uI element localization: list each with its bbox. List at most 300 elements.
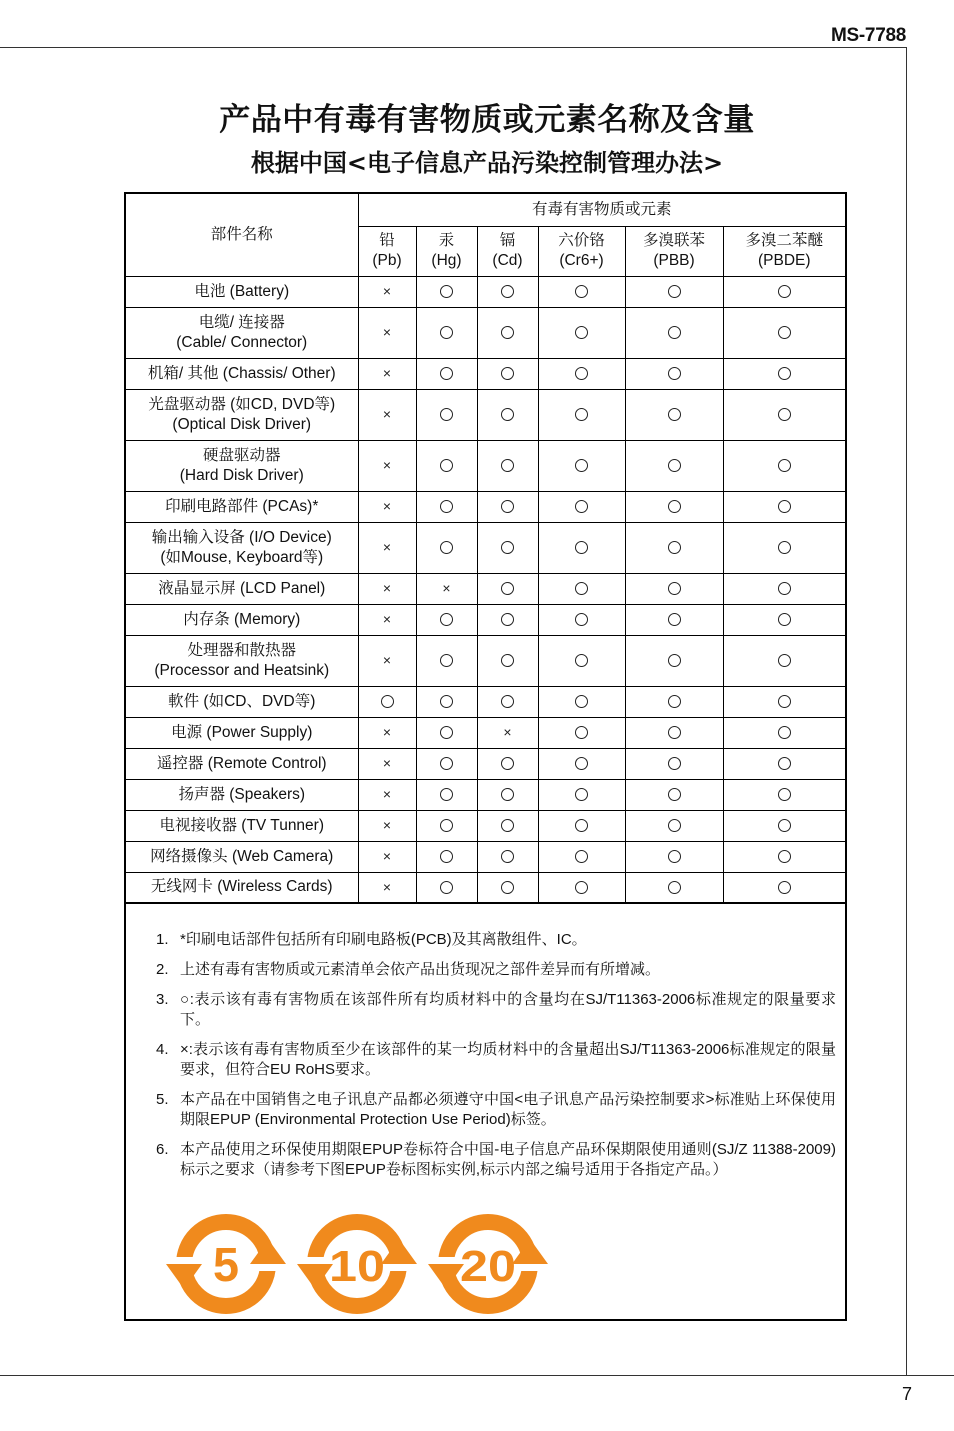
mark-cell [723, 604, 845, 635]
circle-mark-icon [501, 285, 514, 298]
mark-cell [723, 307, 845, 358]
mark-cell [416, 748, 477, 779]
mark-cell [625, 389, 723, 440]
circle-mark-icon [501, 500, 514, 513]
mark-cell [358, 872, 416, 903]
mark-cell [538, 635, 625, 686]
mark-cell [625, 872, 723, 903]
substance-header [625, 226, 723, 276]
mark-cell [723, 841, 845, 872]
substance-symbol: (Pb) [372, 252, 402, 269]
mark-cell [723, 717, 845, 748]
circle-mark-icon [575, 850, 588, 863]
table-row [126, 307, 845, 358]
part-name-line: 扬声器 (Speakers) [178, 785, 306, 803]
part-name-line: 输出输入设备 (I/O Device) [151, 528, 332, 546]
mark-cell [358, 604, 416, 635]
part-name-line: (Hard Disk Driver) [179, 466, 304, 484]
mark-cell [416, 358, 477, 389]
circle-mark-icon [778, 757, 791, 770]
circle-mark-icon [501, 582, 514, 595]
note-number: 5. [156, 1091, 169, 1108]
circle-mark-icon [575, 788, 588, 801]
table-row [126, 522, 845, 573]
circle-mark-icon [668, 788, 681, 801]
mark-cell [416, 717, 477, 748]
mark-cell [477, 440, 538, 491]
note-item [156, 930, 836, 950]
circle-mark-icon [501, 613, 514, 626]
circle-mark-icon [668, 654, 681, 667]
note-text: 上述有毒有害物质或元素清单会依产品出货现况之部件差异而有所增减。 [180, 961, 661, 978]
substance-name: 铅 [379, 232, 395, 249]
mark-cell [416, 491, 477, 522]
mark-cell [625, 573, 723, 604]
part-name-cell [126, 635, 358, 686]
circle-mark-icon [440, 408, 453, 421]
circle-mark-icon [668, 541, 681, 554]
mark-cell [538, 841, 625, 872]
mark-cell [723, 573, 845, 604]
circle-mark-icon [778, 881, 791, 894]
circle-mark-icon [575, 500, 588, 513]
part-name-cell [126, 686, 358, 717]
circle-mark-icon [668, 757, 681, 770]
note-number: 4. [156, 1041, 169, 1058]
table-row [126, 872, 845, 903]
cross-mark-icon: × [503, 724, 512, 740]
circle-mark-icon [501, 788, 514, 801]
substance-header [538, 226, 625, 276]
circle-mark-icon [668, 408, 681, 421]
part-name-line: (Processor and Heatsink) [154, 661, 330, 679]
epup-years: 20 [460, 1242, 516, 1291]
part-name-line: 光盘驱动器 (如CD, DVD等) [148, 395, 336, 413]
part-name-cell [126, 810, 358, 841]
mark-cell [538, 872, 625, 903]
cross-mark-icon: × [382, 539, 392, 555]
note-item [156, 990, 836, 1030]
circle-mark-icon [668, 819, 681, 832]
mark-cell [358, 717, 416, 748]
circle-mark-icon [778, 326, 791, 339]
circle-mark-icon [440, 695, 453, 708]
mark-cell [538, 748, 625, 779]
substance-header [358, 226, 416, 276]
circle-mark-icon [575, 408, 588, 421]
circle-mark-icon [778, 459, 791, 472]
cross-mark-icon: × [382, 848, 392, 864]
mark-cell [538, 307, 625, 358]
mark-cell [723, 276, 845, 307]
circle-mark-icon [575, 541, 588, 554]
circle-mark-icon [778, 541, 791, 554]
mark-cell [625, 491, 723, 522]
mark-cell [538, 276, 625, 307]
mark-cell [358, 573, 416, 604]
mark-cell [358, 635, 416, 686]
cross-mark-icon: × [382, 406, 392, 422]
epup-years: 5 [213, 1239, 239, 1292]
part-name-line: 无线网卡 (Wireless Cards) [150, 878, 333, 896]
mark-cell [625, 358, 723, 389]
mark-cell [358, 389, 416, 440]
table-row [126, 717, 845, 748]
substance-header [416, 226, 477, 276]
substance-table [126, 194, 845, 904]
mark-cell [723, 635, 845, 686]
mark-cell [358, 686, 416, 717]
part-name-line: (如Mouse, Keyboard等) [160, 548, 324, 566]
mark-cell [358, 748, 416, 779]
substance-symbol: (PBB) [653, 252, 695, 269]
part-name-line: 液晶显示屏 (LCD Panel) [158, 579, 326, 597]
part-name-line: 电视接收器 (TV Tunner) [159, 816, 324, 834]
part-name-cell [126, 440, 358, 491]
substance-symbol: (Cd) [492, 252, 523, 269]
epup-years: 10 [329, 1242, 385, 1291]
mark-cell [477, 872, 538, 903]
part-name-cell [126, 717, 358, 748]
mark-cell [416, 810, 477, 841]
note-text: ○:表示该有毒有害物质在该部件所有均质材料中的含量均在SJ/T11363-2006标准规定的限量要求下。 [180, 991, 836, 1028]
mark-cell [723, 491, 845, 522]
table-row [126, 841, 845, 872]
mark-cell [723, 779, 845, 810]
circle-mark-icon [778, 285, 791, 298]
part-name-line: 軟件 (如CD、DVD等) [168, 692, 316, 710]
mark-cell [538, 522, 625, 573]
cross-mark-icon: × [382, 580, 392, 596]
cross-mark-icon: × [382, 817, 392, 833]
circle-mark-icon [668, 695, 681, 708]
circle-mark-icon [440, 285, 453, 298]
circle-mark-icon [501, 850, 514, 863]
circle-mark-icon [575, 459, 588, 472]
cross-mark-icon: × [382, 878, 392, 895]
circle-mark-icon [778, 788, 791, 801]
note-item [156, 1040, 836, 1080]
substance-name: 多溴二苯醚 [745, 232, 824, 249]
note-text: ×:表示该有毒有害物质至少在该部件的某一均质材料中的含量超出SJ/T11363-2006标准规定的限量要求，但符合EU RoHS要求。 [180, 1041, 836, 1078]
circle-mark-icon [501, 881, 514, 894]
part-name-cell [126, 358, 358, 389]
mark-cell [723, 748, 845, 779]
mark-cell [625, 717, 723, 748]
circle-mark-icon [668, 326, 681, 339]
mark-cell [723, 358, 845, 389]
note-number: 3. [156, 991, 169, 1008]
circle-mark-icon [778, 654, 791, 667]
circle-mark-icon [575, 757, 588, 770]
table-row [126, 276, 845, 307]
mark-cell [538, 779, 625, 810]
model-number: MS-7788 [831, 25, 906, 46]
substance-symbol: (Hg) [431, 252, 462, 269]
circle-mark-icon [440, 500, 453, 513]
note-number: 2. [156, 961, 169, 978]
mark-cell [416, 522, 477, 573]
substance-header [477, 226, 538, 276]
circle-mark-icon [440, 726, 453, 739]
table-row [126, 635, 845, 686]
mark-cell [477, 841, 538, 872]
circle-mark-icon [668, 367, 681, 380]
mark-cell [358, 307, 416, 358]
table-row [126, 748, 845, 779]
mark-cell [625, 748, 723, 779]
circle-mark-icon [575, 881, 588, 894]
mark-cell [477, 358, 538, 389]
part-name-cell [126, 307, 358, 358]
mark-cell [477, 522, 538, 573]
circle-mark-icon [668, 500, 681, 513]
mark-cell [416, 573, 477, 604]
mark-cell [625, 522, 723, 573]
cross-mark-icon: × [382, 611, 392, 627]
notes-list [156, 930, 836, 1190]
circle-mark-icon [501, 326, 514, 339]
mark-cell [538, 573, 625, 604]
mark-cell [723, 810, 845, 841]
circle-mark-icon [501, 408, 514, 421]
circle-mark-icon [575, 285, 588, 298]
bottom-rule [0, 1375, 954, 1376]
mark-cell [477, 389, 538, 440]
mark-cell [625, 440, 723, 491]
part-name-line: 内存条 (Memory) [183, 610, 301, 628]
circle-mark-icon [575, 326, 588, 339]
table-header-row [126, 194, 845, 226]
note-text: *印刷电话部件包括所有印刷电路板(PCB)及其离散组件、IC。 [180, 931, 587, 948]
circle-mark-icon [778, 582, 791, 595]
part-name-line: 电源 (Power Supply) [171, 723, 313, 741]
mark-cell [358, 358, 416, 389]
circle-mark-icon [440, 881, 453, 894]
circle-mark-icon [440, 654, 453, 667]
substance-name: 多溴联苯 [642, 232, 705, 249]
circle-mark-icon [575, 819, 588, 832]
circle-mark-icon [778, 367, 791, 380]
mark-cell [538, 686, 625, 717]
note-number: 1. [156, 931, 169, 948]
substance-name: 六价铬 [558, 232, 605, 249]
top-rule [0, 47, 907, 48]
mark-cell [416, 389, 477, 440]
circle-mark-icon [440, 541, 453, 554]
part-name-cell [126, 276, 358, 307]
mark-cell [416, 440, 477, 491]
note-text: 本产品使用之环保使用期限EPUP卷标符合中国-电子信息产品环保期限使用通则(SJ/Z 11388-2009)标示之要求（请参考下图EPUP卷标图标实例,标示内部之编号适用于各指定产品。） [180, 1141, 836, 1178]
mark-cell [477, 635, 538, 686]
circle-mark-icon [668, 850, 681, 863]
part-name-line: 网络摄像头 (Web Camera) [150, 847, 334, 865]
mark-cell [358, 491, 416, 522]
epup-logo [166, 1209, 286, 1319]
part-name-cell [126, 573, 358, 604]
note-text: 本产品在中国销售之电子讯息产品都必须遵守中国<电子讯息产品污染控制要求>标准贴上环保使用期限EPUP (Environmental Protection Use Period)标签。 [180, 1091, 836, 1128]
cross-mark-icon: × [382, 365, 392, 381]
circle-mark-icon [575, 582, 588, 595]
mark-cell [538, 389, 625, 440]
circle-mark-icon [501, 695, 514, 708]
mark-cell [477, 276, 538, 307]
mark-cell [625, 276, 723, 307]
part-name-line: 遥控器 (Remote Control) [156, 754, 327, 772]
circle-mark-icon [778, 613, 791, 626]
mark-cell [625, 841, 723, 872]
circle-mark-icon [440, 326, 453, 339]
substance-group-header: 有毒有害物质或元素 [358, 194, 845, 226]
mark-cell [358, 841, 416, 872]
content-frame [124, 192, 847, 1321]
mark-cell [538, 358, 625, 389]
mark-cell [358, 522, 416, 573]
cross-mark-icon: × [442, 580, 451, 596]
part-header: 部件名称 [126, 194, 358, 276]
circle-mark-icon [575, 695, 588, 708]
circle-mark-icon [668, 459, 681, 472]
mark-cell [477, 779, 538, 810]
circle-mark-icon [501, 757, 514, 770]
mark-cell [625, 779, 723, 810]
mark-cell [625, 635, 723, 686]
mark-cell [723, 389, 845, 440]
mark-cell [358, 779, 416, 810]
part-name-cell [126, 389, 358, 440]
cross-mark-icon: × [382, 324, 392, 340]
part-name-cell [126, 779, 358, 810]
circle-mark-icon [778, 500, 791, 513]
table-row [126, 604, 845, 635]
part-name-line: 处理器和散热器 [187, 641, 296, 659]
note-item [156, 1090, 836, 1130]
note-item [156, 1140, 836, 1180]
mark-cell [477, 717, 538, 748]
part-name-line: 电缆/ 连接器 [198, 313, 285, 331]
part-name-cell [126, 522, 358, 573]
note-item [156, 960, 836, 980]
mark-cell [477, 810, 538, 841]
circle-mark-icon [575, 367, 588, 380]
circle-mark-icon [778, 726, 791, 739]
part-name-line: 机箱/ 其他 (Chassis/ Other) [147, 364, 336, 382]
circle-mark-icon [778, 850, 791, 863]
circle-mark-icon [778, 408, 791, 421]
mark-cell [416, 686, 477, 717]
part-name-line: 印刷电路部件 (PCAs)* [165, 497, 319, 515]
cross-mark-icon: × [382, 755, 392, 771]
table-row [126, 810, 845, 841]
mark-cell [477, 604, 538, 635]
mark-cell [416, 604, 477, 635]
substance-header [723, 226, 845, 276]
mark-cell [477, 307, 538, 358]
recycle-arrows-icon [428, 1209, 548, 1319]
part-name-cell [126, 841, 358, 872]
mark-cell [477, 748, 538, 779]
part-name-line: (Optical Disk Driver) [172, 415, 312, 433]
mark-cell [538, 440, 625, 491]
mark-cell [358, 440, 416, 491]
circle-mark-icon [440, 788, 453, 801]
cross-mark-icon: × [382, 652, 392, 668]
circle-mark-icon [778, 695, 791, 708]
recycle-arrows-icon [166, 1209, 286, 1319]
cross-mark-icon: × [382, 283, 392, 299]
circle-mark-icon [440, 613, 453, 626]
mark-cell [625, 810, 723, 841]
part-name-cell [126, 604, 358, 635]
circle-mark-icon [501, 654, 514, 667]
mark-cell [538, 604, 625, 635]
mark-cell [723, 686, 845, 717]
substance-name: 汞 [438, 232, 455, 249]
mark-cell [416, 841, 477, 872]
mark-cell [416, 307, 477, 358]
mark-cell [625, 604, 723, 635]
table-row [126, 358, 845, 389]
mark-cell [723, 872, 845, 903]
cross-mark-icon: × [382, 786, 392, 802]
mark-cell [538, 810, 625, 841]
page-title: 产品中有毒有害物质或元素名称及含量 [219, 102, 755, 138]
substance-name: 镉 [499, 232, 516, 249]
epup-logos [166, 1209, 566, 1319]
circle-mark-icon [501, 459, 514, 472]
page-number: 7 [901, 1384, 912, 1404]
cross-mark-icon: × [382, 498, 392, 514]
part-name-line: 电池 (Battery) [194, 282, 290, 300]
circle-mark-icon [668, 582, 681, 595]
mark-cell [358, 810, 416, 841]
mark-cell [538, 491, 625, 522]
circle-mark-icon [668, 881, 681, 894]
mark-cell [477, 686, 538, 717]
part-name-cell [126, 491, 358, 522]
circle-mark-icon [668, 613, 681, 626]
mark-cell [477, 491, 538, 522]
circle-mark-icon [575, 654, 588, 667]
table-row [126, 440, 845, 491]
circle-mark-icon [440, 459, 453, 472]
page-subtitle: 根据中国<电子信息产品污染控制管理办法> [250, 149, 724, 177]
circle-mark-icon [440, 850, 453, 863]
circle-mark-icon [501, 819, 514, 832]
circle-mark-icon [575, 613, 588, 626]
table-row [126, 686, 845, 717]
epup-logo [428, 1209, 548, 1319]
table-row [126, 491, 845, 522]
mark-cell [416, 276, 477, 307]
mark-cell [625, 686, 723, 717]
side-rule [906, 47, 907, 1376]
circle-mark-icon [440, 757, 453, 770]
part-name-line: (Cable/ Connector) [176, 333, 308, 351]
note-number: 6. [156, 1141, 169, 1158]
table-row [126, 573, 845, 604]
mark-cell [416, 635, 477, 686]
circle-mark-icon [668, 726, 681, 739]
part-name-line: 硬盘驱动器 [202, 446, 281, 464]
part-name-cell [126, 748, 358, 779]
mark-cell [625, 307, 723, 358]
table-row [126, 389, 845, 440]
mark-cell [723, 522, 845, 573]
circle-mark-icon [501, 367, 514, 380]
mark-cell [416, 779, 477, 810]
circle-mark-icon [440, 367, 453, 380]
